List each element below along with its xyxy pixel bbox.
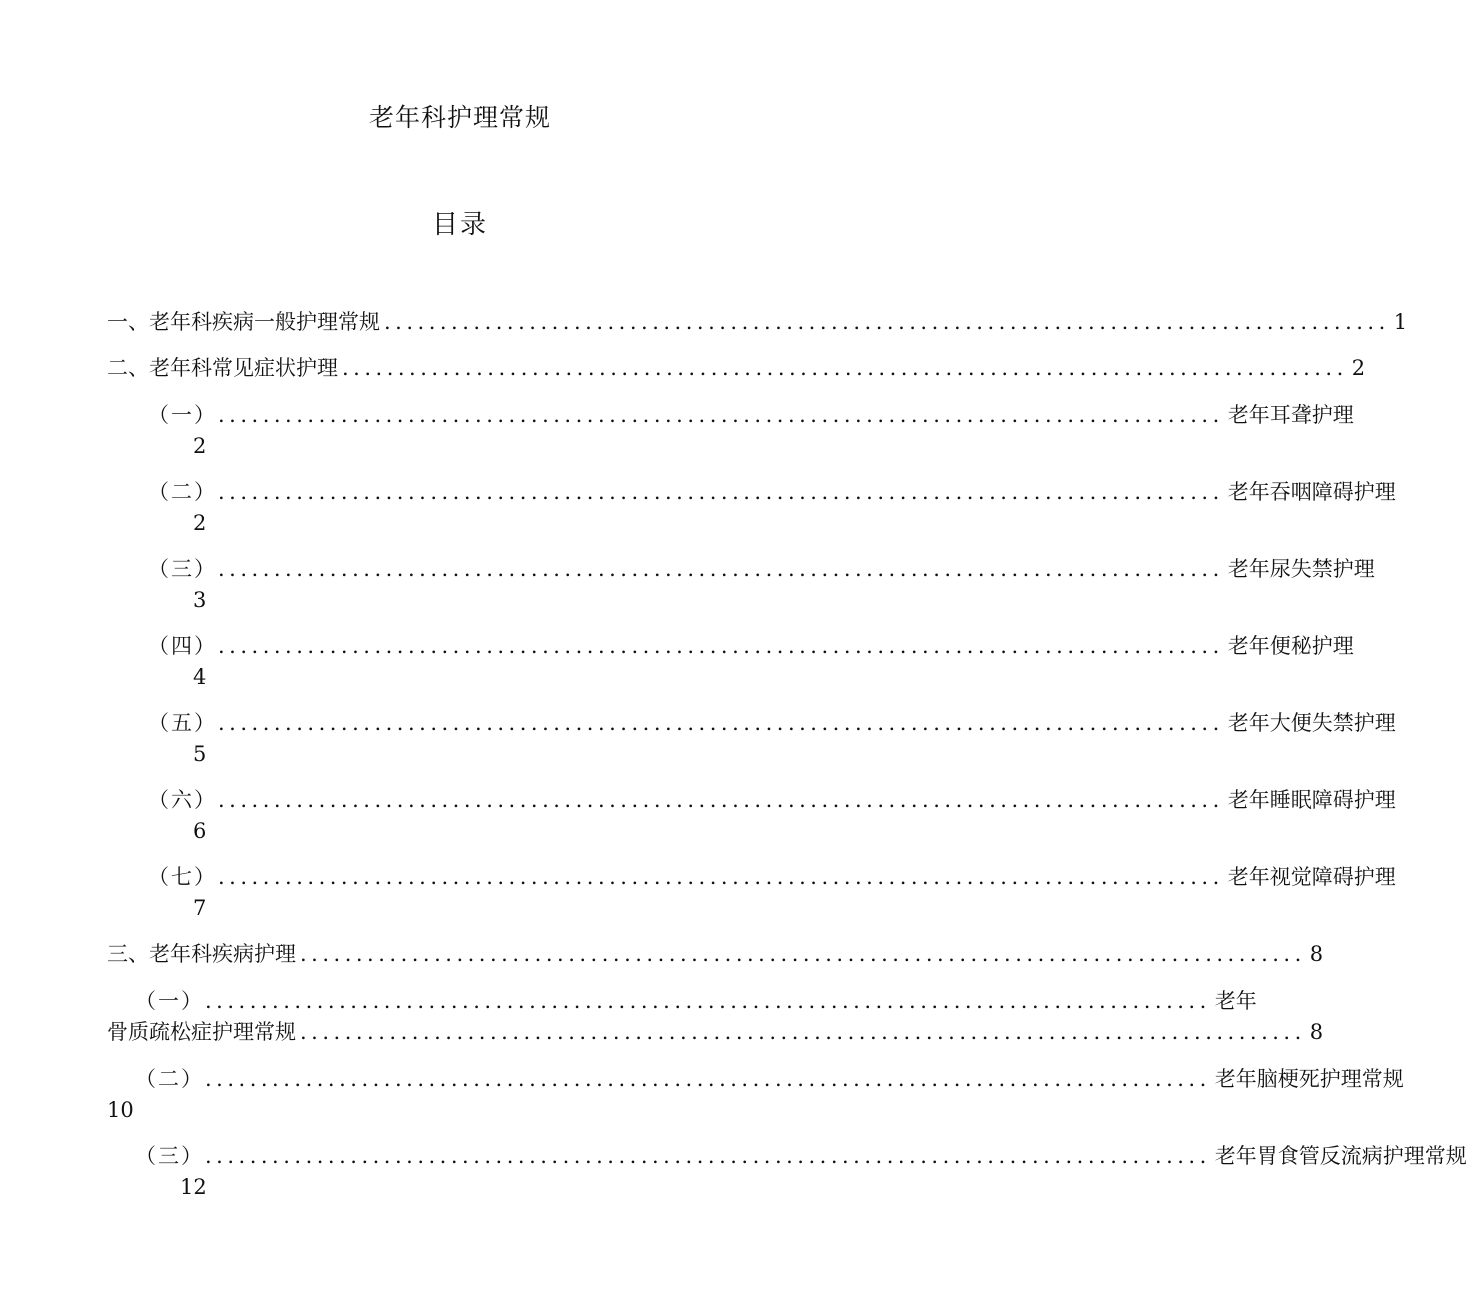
toc-entry-prefix: （二） <box>135 1067 204 1091</box>
toc-leader-dots: .......................................................................................... <box>218 788 1224 812</box>
toc-subentry-2-3[interactable] <box>148 554 1375 584</box>
toc-entry-page: 8 <box>1309 942 1324 966</box>
toc-subentry-2-4[interactable] <box>148 631 1354 661</box>
toc-leader-dots: .......................................................................................... <box>300 1020 1306 1044</box>
toc-entry-title: 老年便秘护理 <box>1227 634 1354 658</box>
toc-subentry-2-7[interactable] <box>148 862 1396 892</box>
toc-entry-prefix: （二） <box>148 480 217 504</box>
toc-entry-title: 老年大便失禁护理 <box>1227 711 1396 735</box>
toc-entry-title: 老年胃食管反流病护理常规 <box>1214 1144 1467 1168</box>
toc-entry-title: 老年尿失禁护理 <box>1227 557 1375 581</box>
toc-entry-section-2[interactable] <box>107 353 1366 383</box>
toc-entry-page: 2 <box>193 511 207 535</box>
toc-entry-prefix: 二、 <box>107 356 149 380</box>
toc-entry-prefix: （一） <box>135 989 204 1013</box>
toc-leader-dots: .......................................................................................... <box>205 1067 1211 1091</box>
toc-leader-dots: .......................................................................................... <box>205 1144 1211 1168</box>
toc-entry-title: 骨质疏松症护理常规 <box>107 1020 296 1044</box>
toc-entry-title: 老年科疾病一般护理常规 <box>149 310 380 334</box>
toc-entry-title: 老年科疾病护理 <box>149 942 296 966</box>
toc-entry-prefix: （一） <box>148 403 217 427</box>
toc-entry-page: 3 <box>193 588 207 612</box>
toc-entry-title: 老年脑梗死护理常规 <box>1214 1067 1404 1091</box>
toc-entry-page: 8 <box>1309 1020 1324 1044</box>
toc-leader-dots: .......................................................................................... <box>218 711 1224 735</box>
toc-entry-title: 老年吞咽障碍护理 <box>1227 480 1396 504</box>
toc-entry-prefix: （三） <box>135 1144 204 1168</box>
toc-leader-dots: .......................................................................................... <box>342 356 1348 380</box>
toc-entry-prefix: （七） <box>148 865 217 889</box>
toc-leader-dots: .......................................................................................... <box>384 310 1390 334</box>
toc-entry-page: 2 <box>193 434 207 458</box>
toc-entry-title: 老年 <box>1214 989 1257 1013</box>
toc-subentry-2-1[interactable] <box>148 400 1354 430</box>
toc-leader-dots: .......................................................................................... <box>218 865 1224 889</box>
toc-subentry-2-2[interactable] <box>148 477 1396 507</box>
toc-entry-page: 10 <box>107 1098 134 1122</box>
toc-subentry-3-2[interactable] <box>135 1064 1404 1094</box>
toc-entry-section-1[interactable] <box>107 307 1408 337</box>
toc-subentry-3-1-continued[interactable] <box>107 1017 1324 1047</box>
toc-entry-page: 2 <box>1351 356 1366 380</box>
toc-entry-prefix: 一、 <box>107 310 149 334</box>
toc-leader-dots: .......................................................................................... <box>218 634 1224 658</box>
toc-entry-title: 老年耳聋护理 <box>1227 403 1354 427</box>
toc-entry-page: 4 <box>193 665 207 689</box>
toc-entry-prefix: （三） <box>148 557 217 581</box>
toc-entry-page: 12 <box>180 1175 207 1199</box>
toc-entry-page: 6 <box>193 819 207 843</box>
toc-entry-prefix: （六） <box>148 788 217 812</box>
toc-entry-prefix: （四） <box>148 634 217 658</box>
toc-entry-title: 老年科常见症状护理 <box>149 356 338 380</box>
toc-entry-title: 老年视觉障碍护理 <box>1227 865 1396 889</box>
toc-subentry-3-3[interactable] <box>135 1141 1467 1171</box>
toc-entry-page: 1 <box>1393 310 1408 334</box>
toc-subentry-2-5[interactable] <box>148 708 1396 738</box>
toc-heading: 目录 <box>431 210 488 240</box>
toc-subentry-3-1[interactable] <box>135 986 1257 1016</box>
toc-entry-title: 老年睡眠障碍护理 <box>1227 788 1396 812</box>
toc-leader-dots: .......................................................................................... <box>218 557 1224 581</box>
toc-subentry-2-6[interactable] <box>148 785 1396 815</box>
toc-leader-dots: .......................................................................................... <box>205 989 1211 1013</box>
toc-entry-prefix: （五） <box>148 711 217 735</box>
toc-entry-page: 5 <box>193 742 207 766</box>
toc-entry-page: 7 <box>193 896 207 920</box>
toc-leader-dots: .......................................................................................... <box>218 403 1224 427</box>
toc-entry-section-3[interactable] <box>107 939 1324 969</box>
toc-leader-dots: .......................................................................................... <box>300 942 1306 966</box>
toc-entry-prefix: 三、 <box>107 942 149 966</box>
document-title: 老年科护理常规 <box>368 103 551 132</box>
toc-leader-dots: .......................................................................................... <box>218 480 1224 504</box>
